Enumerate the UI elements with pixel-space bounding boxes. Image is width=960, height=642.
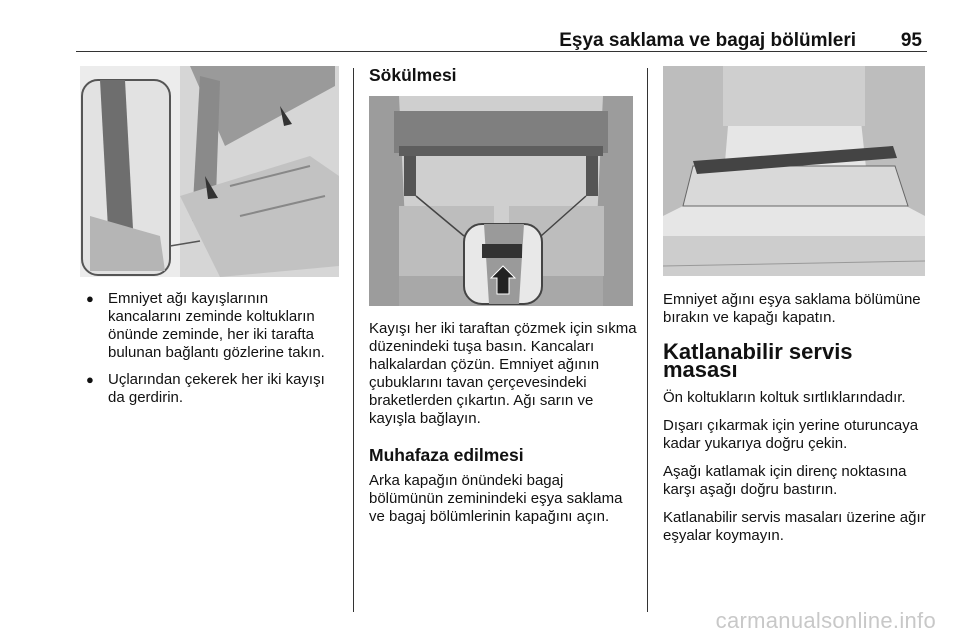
- column-1-text: [80, 290, 345, 416]
- watermark: carmanualsonline.info: [715, 608, 936, 633]
- paragraph: Ön koltukların koltuk sırtlıklarındadır.: [663, 389, 906, 406]
- page-header: [0, 0, 960, 60]
- paragraph: Dışarı çıkarmak için yerine oturuncaya kadar yukarıya doğru çekin.: [663, 417, 919, 452]
- section-heading-removal: Sökülmesi: [369, 65, 457, 85]
- column-3-text: [663, 291, 933, 555]
- paragraph: Emniyet ağını eşya saklama bölümüne bırakın ve kapağı kapatın.: [663, 291, 921, 326]
- section-heading-storage: Muhafaza edilmesi: [369, 445, 524, 465]
- page-number: 95: [900, 30, 922, 51]
- paragraph: Katlanabilir servis masaları üzerine ağır eşyalar koymayın.: [663, 509, 926, 544]
- header-title: Eşya saklama ve bagaj bölümleri: [559, 30, 856, 51]
- column-2-text: [369, 320, 641, 536]
- bullet-icon: ●: [86, 291, 94, 306]
- section-heading-folding-table: Katlanabilir servis masası: [663, 339, 853, 382]
- figure-storage-compartment: [663, 66, 925, 276]
- bullet-icon: ●: [86, 372, 94, 387]
- figure-net-hooks: [80, 66, 339, 277]
- paragraph: Aşağı katlamak için direnç noktasına karşı aşağı doğru bastırın.: [663, 463, 907, 498]
- paragraph: Kayışı her iki taraftan çözmek için sıkma düzenindeki tuşa basın. Kancaları halkalardan çözün. Emniyet ağının çubuklarını tavan çerçevesindeki braketlerden çıkartın. Ağı sarın ve kayışla bağlayın.: [369, 320, 637, 427]
- list-item: ● Uçlarından çekerek her iki kayışı da gerdirin.: [80, 371, 345, 407]
- paragraph: Arka kapağın önündeki bagaj bölümünün zeminindeki eşya saklama ve bagaj bölümlerinin kapağını açın.: [369, 472, 623, 525]
- figure-net-removal: [369, 96, 633, 306]
- column-divider-2: [647, 68, 648, 612]
- column-divider-1: [353, 68, 354, 612]
- list-item: ● Emniyet ağı kayışlarının kancalarını zeminde koltukların önünde zeminde, her iki tarafta bulunan bağlantı gözlerine takın.: [80, 290, 345, 362]
- header-rule: [76, 51, 927, 52]
